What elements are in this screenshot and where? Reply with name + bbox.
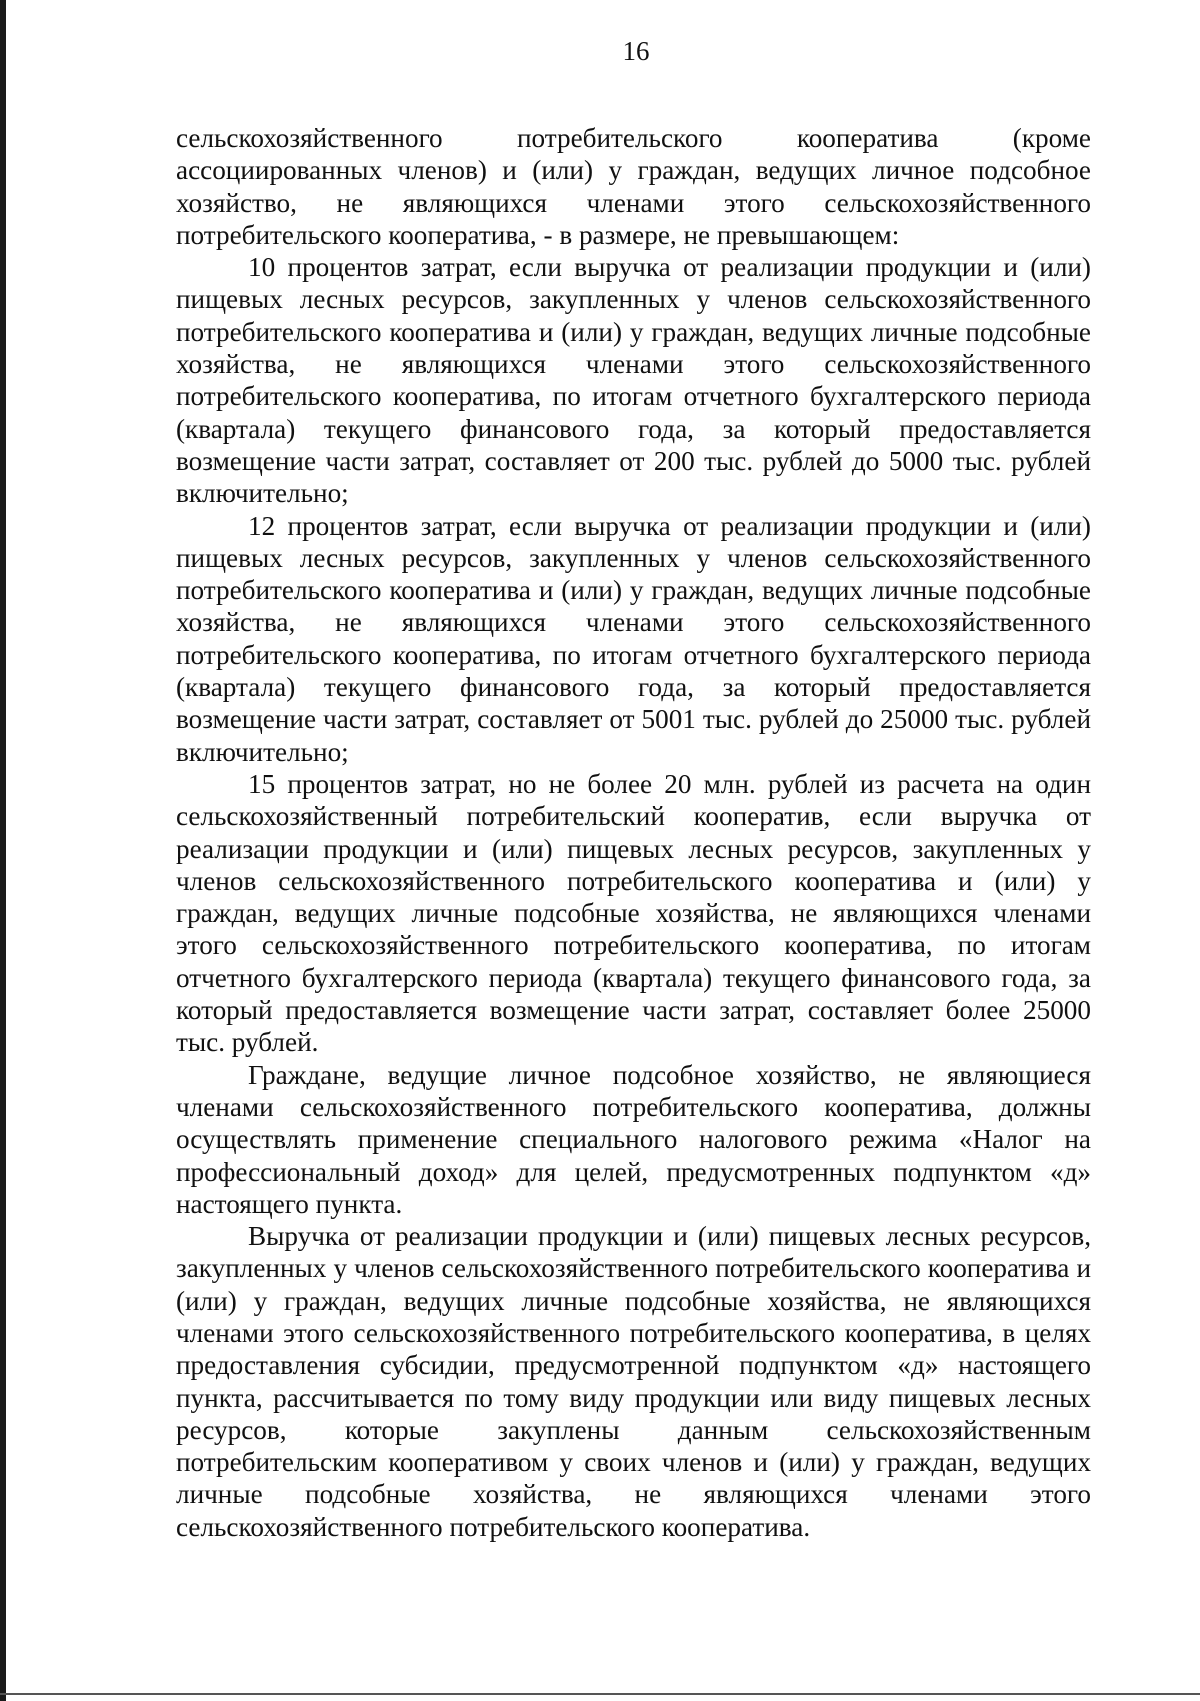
- paragraph-rate-12: 12 процентов затрат, если выручка от реализации продукции и (или) пищевых лесных ресурсов, закупленных у членов сельскохозяйственного потребительского кооператива и (или) у граждан, ведущих личные подсобные хозяйства, не являющихся членами этого сельскохозяйственного потребительского кооператива, по итогам отчетного бухгалтерского периода (квартала) текущего финансового года, за который предоставляется возмещение части затрат, составляет от 5001 тыс. рублей до 25000 тыс. рублей включительно;: [176, 510, 1091, 767]
- scan-edge-left: [0, 0, 6, 1701]
- page-number: 16: [622, 36, 650, 66]
- paragraph-rate-10: 10 процентов затрат, если выручка от реализации продукции и (или) пищевых лесных ресурсов, закупленных у членов сельскохозяйственного потребительского кооператива и (или) у граждан, ведущих личные подсобные хозяйства, не являющихся членами этого сельскохозяйственного потребительского кооператива, по итогам отчетного бухгалтерского периода (квартала) текущего финансового года, за который предоставляется возмещение части затрат, составляет от 200 тыс. рублей до 5000 тыс. рублей включительно;: [176, 252, 1091, 509]
- body-text: [176, 122, 1091, 1543]
- scan-edge-bottom: [0, 1693, 1200, 1695]
- paragraph-continuation: сельскохозяйственного потребительского кооператива (кроме ассоциированных членов) и (или) у граждан, ведущих личное подсобное хозяйство, не являющихся членами этого сельскохозяйственного потребительского кооператива, - в размере, не превышающем:: [176, 123, 1091, 250]
- paragraph-rate-15: 15 процентов затрат, но не более 20 млн. рублей из расчета на один сельскохозяйственный потребительский кооператив, если выручка от реализации продукции и (или) пищевых лесных ресурсов, закупленных у членов сельскохозяйственного потребительского кооператива и (или) у граждан, ведущих личные подсобные хозяйства, не являющихся членами этого сельскохозяйственного потребительского кооператива, по итогам отчетного бухгалтерского периода (квартала) текущего финансового года, за который предоставляется возмещение части затрат, составляет более 25000 тыс. рублей.: [176, 768, 1091, 1058]
- paragraph-revenue: Выручка от реализации продукции и (или) пищевых лесных ресурсов, закупленных у членов сельскохозяйственного потребительского кооператива и (или) у граждан, ведущих личные подсобные хозяйства, не являющихся членами этого сельскохозяйственного потребительского кооператива, в целях предоставления субсидии, предусмотренной подпунктом «д» настоящего пункта, рассчитывается по тому виду продукции или виду пищевых лесных ресурсов, которые закуплены данным сельскохозяйственным потребительским кооперативом у своих членов и (или) у граждан, ведущих личные подсобные хозяйства, не являющихся членами этого сельскохозяйственного потребительского кооператива.: [176, 1221, 1091, 1542]
- paragraph-citizens: Граждане, ведущие личное подсобное хозяйство, не являющиеся членами сельскохозяйственного потребительского кооператива, должны осуществлять применение специального налогового режима «Налог на профессиональный доход» для целей, предусмотренных подпунктом «д» настоящего пункта.: [176, 1059, 1091, 1219]
